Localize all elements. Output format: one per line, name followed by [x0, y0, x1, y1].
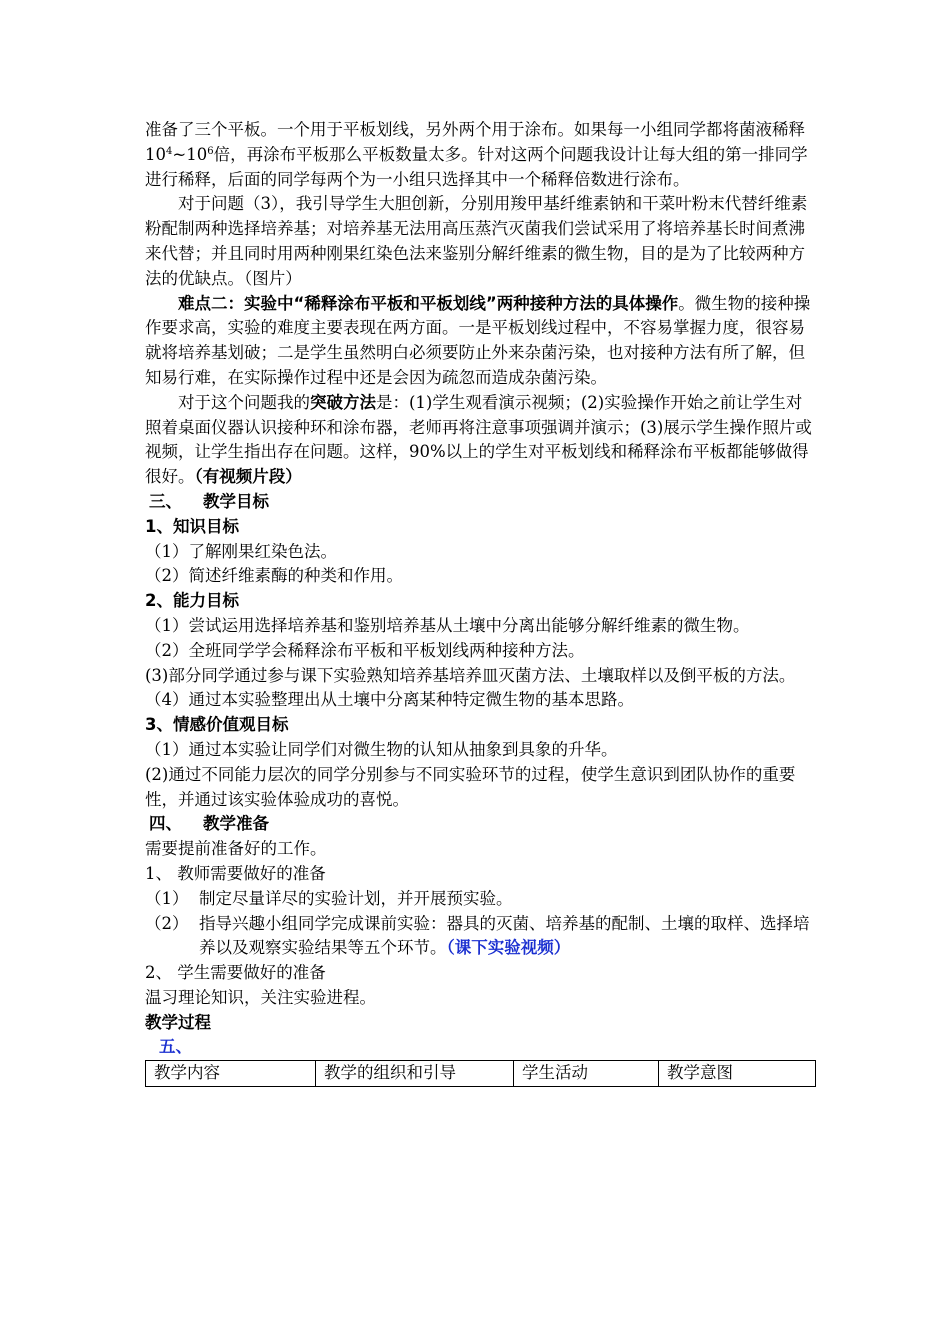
table-header-row: [146, 1061, 816, 1087]
list-item: [145, 887, 815, 912]
bold-heading: 难点二：实验中“稀释涂布平板和平板划线”两种接种方法的具体操作: [178, 293, 679, 313]
section-3-heading: [145, 490, 815, 515]
table-header-cell: 教学内容: [146, 1061, 316, 1087]
student-prep-heading: 2、 学生需要做好的准备: [145, 963, 326, 983]
process-table: [145, 1060, 816, 1087]
list-item: [145, 912, 815, 962]
section-number: 三、: [149, 491, 182, 511]
process-title: 教学过程: [145, 1012, 211, 1032]
paragraph-method: [145, 391, 815, 490]
goal-1-heading: 1、知识目标: [145, 516, 239, 536]
list-item: （1）尝试运用选择培养基和鉴别培养基从土壤中分离出能够分解纤维素的微生物。: [145, 615, 750, 635]
paragraph-plates: [145, 118, 815, 192]
table-header-cell: 学生活动: [514, 1061, 659, 1087]
text: ~10: [172, 144, 208, 164]
item-label: （2）: [145, 913, 189, 933]
section-title: 教学准备: [203, 814, 269, 834]
superscript: 6: [207, 145, 214, 157]
text: 。微生物的接种操作要求高，实验的难度主要表现在两方面。一是平板划线过程中，不容易掌握力度，很容易就将培养基划破；二是学生虽然明白必须要防止外来杂菌污染，也对接种方法有所了解，但知易行难，在实际操作过程中还是会因为疏忽而造成杂菌污染。: [145, 293, 811, 387]
list-item: （2）全班同学学会稀释涂布平板和平板划线两种接种方法。: [145, 640, 585, 660]
section-4-heading: [145, 812, 815, 837]
student-prep-text: 温习理论知识，关注实验进程。: [145, 987, 376, 1007]
paragraph-difficulty-2: [145, 292, 815, 391]
table-header-cell: 教学意图: [659, 1061, 816, 1087]
list-item: (2)通过不同能力层次的同学分别参与不同实验环节的过程，使学生意识到团队协作的重要性，并通过该实验体验成功的喜悦。: [145, 764, 796, 809]
list-item: （1）通过本实验让同学们对微生物的认知从抽象到具象的升华。: [145, 739, 618, 759]
text: 对于这个问题我的: [178, 392, 310, 412]
item-label: （1）: [145, 888, 189, 908]
section-5-number: 五、: [159, 1037, 192, 1057]
list-item: （1）了解刚果红染色法。: [145, 541, 337, 561]
list-item: （2）简述纤维素酶的种类和作用。: [145, 566, 403, 586]
bold-text: （有视频片段）: [194, 467, 302, 487]
item-text: 指导兴趣小组同学完成课前实验：器具的灭菌、培养基的配制、土壤的取样、选择培养以及观察实验结果等五个环节。: [199, 913, 810, 958]
section-title: 教学目标: [203, 491, 269, 511]
goal-2-heading: 2、能力目标: [145, 591, 239, 611]
text: 是：(1)学生观看演示视频；(2)实验操作开始之前让学生对照着桌面仪器认识接种环和涂布器，老师再将注意事项强调并演示；(3)展示学生操作照片或视频，让学生指出存在问题。这样，90%以上的学生对平板划线和稀释涂布平板都能够做得很好。: [145, 392, 812, 487]
prep-intro: 需要提前准备好的工作。: [145, 839, 327, 859]
bold-text: 突破方法: [310, 392, 376, 412]
document-page: [145, 118, 815, 1087]
table-header-cell: 教学的组织和引导: [316, 1061, 514, 1087]
text: 倍，再涂布平板那么平板数量太多。针对这两个问题我设计让每大组的第一排同学进行稀释，后面的同学每两个为一小组只选择其中一个稀释倍数进行涂布。: [145, 144, 808, 189]
teacher-prep-heading: 1、 教师需要做好的准备: [145, 863, 326, 883]
superscript: 4: [166, 145, 173, 157]
video-note: （课下实验视频）: [446, 938, 571, 958]
item-text: 制定尽量详尽的实验计划，并开展预实验。: [199, 888, 513, 908]
list-item: （4）通过本实验整理出从土壤中分离某种特定微生物的基本思路。: [145, 690, 634, 710]
paragraph-question-3: 对于问题（3），我引导学生大胆创新，分别用羧甲基纤维素钠和干菜叶粉末代替纤维素粉配制两种选择培养基；对培养基无法用高压蒸汽灭菌我们尝试采用了将培养基长时间煮沸来代替；并且同时用两种刚果红染色法来鉴别分解纤维素的微生物，目的是为了比较两种方法的优缺点。（图片）: [145, 194, 808, 288]
goal-3-heading: 3、情感价值观目标: [145, 715, 289, 735]
section-number: 四、: [149, 814, 182, 834]
text: 准备了三个平板。一个用于平板划线，另外两个用于涂布。如果每一小组同学都将菌液稀释 10: [145, 120, 805, 164]
list-item: (3)部分同学通过参与课下实验熟知培养基培养皿灭菌方法、土壤取样以及倒平板的方法。: [145, 665, 796, 685]
